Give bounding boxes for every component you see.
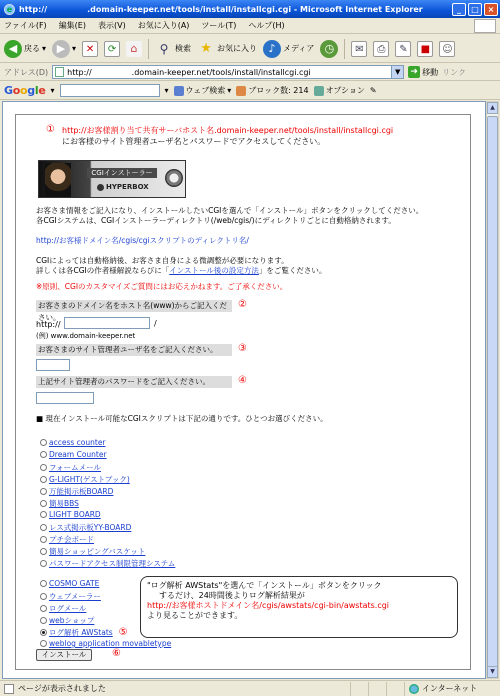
radio-icon[interactable] xyxy=(40,640,47,647)
radio-icon[interactable] xyxy=(40,488,47,495)
password-input[interactable] xyxy=(36,392,94,404)
radio-icon[interactable] xyxy=(40,464,47,471)
script-selection-note: ■ 現在インストール可能なCGIスクリプトは下記の通りです。ひとつお選びください。 xyxy=(36,414,328,423)
install-button[interactable]: インストール xyxy=(36,649,92,661)
banner-title: CGIインストーラー xyxy=(87,168,157,178)
back-button[interactable] xyxy=(4,40,46,58)
intro-line-2: 各CGIシステムは、CGIインストーラーディレクトリ(/web/cgis/)にディレクトリごとに自動格納されます。 xyxy=(36,216,396,225)
google-logo-letter: g xyxy=(27,84,35,97)
status-cell xyxy=(386,682,404,696)
security-zone xyxy=(404,682,500,696)
web-search-icon xyxy=(174,86,184,96)
media-label: メディア xyxy=(283,44,315,53)
callout-line-2: するだけ、24時間後よりログ解析結果が xyxy=(159,591,305,600)
domain-example: (例) www.domain-keeper.net xyxy=(36,332,136,340)
radio-icon[interactable] xyxy=(40,580,47,587)
scroll-up-icon[interactable]: ▲ xyxy=(487,102,498,114)
search-button[interactable] xyxy=(155,40,191,58)
zone-label: インターネット xyxy=(422,684,478,693)
vertical-scrollbar[interactable] xyxy=(486,101,499,679)
script-option[interactable] xyxy=(40,534,94,545)
script-link[interactable]: weblog application movabletype xyxy=(49,639,172,648)
media-icon: ♪ xyxy=(263,40,281,58)
links-button[interactable]: リンク xyxy=(442,67,467,77)
username-question: お客さまのサイト管理者ユーザ名をご記入ください。 xyxy=(36,344,232,356)
popup-blocker-button[interactable] xyxy=(236,85,308,96)
web-search-button[interactable] xyxy=(174,85,232,96)
window-title: http:// .domain-keeper.net/tools/install/installcgi.cgi - Microsoft Internet Explorer xyxy=(19,4,423,14)
radio-icon[interactable] xyxy=(40,524,47,531)
options-label: オプション xyxy=(325,86,365,95)
radio-icon[interactable] xyxy=(40,500,47,507)
step-number-5: ⑤ xyxy=(118,627,128,638)
http-prefix: http:// xyxy=(36,320,61,329)
address-url: http:// .domain-keeper.net/tools/install/installcgi.cgi xyxy=(67,67,311,77)
script-option[interactable] xyxy=(40,546,145,557)
google-logo[interactable] xyxy=(4,84,46,97)
step-number-2: ② xyxy=(238,299,247,310)
chevron-down-icon[interactable]: ▾ xyxy=(72,44,77,53)
script-option[interactable] xyxy=(40,462,101,473)
page-icon xyxy=(55,67,64,77)
menu-tools[interactable]: ツール(T) xyxy=(201,21,237,30)
popup-blocker-icon xyxy=(236,86,246,96)
scroll-down-icon[interactable]: ▼ xyxy=(487,666,498,678)
script-link[interactable]: フォームメール xyxy=(49,463,101,472)
web-search-label: ウェブ検索 xyxy=(185,86,226,95)
radio-icon[interactable] xyxy=(40,560,47,567)
toolbar-separator xyxy=(344,39,345,59)
scroll-thumb[interactable] xyxy=(487,116,498,676)
back-arrow-icon: ◀ xyxy=(4,40,22,58)
minimize-button[interactable]: _ xyxy=(452,3,466,16)
chevron-down-icon[interactable]: ▾ xyxy=(50,86,55,95)
script-option[interactable] xyxy=(40,558,175,569)
password-question: 上記サイト管理者のパスワードをご記入ください。 xyxy=(36,376,232,388)
chevron-down-icon[interactable]: ▼ xyxy=(391,66,403,78)
home-icon[interactable]: ⌂ xyxy=(126,41,142,57)
search-icon: ⚲ xyxy=(159,41,169,56)
back-label: 戻る xyxy=(24,44,40,53)
status-cell xyxy=(350,682,368,696)
hyperbox-logo xyxy=(97,183,149,191)
radio-icon[interactable] xyxy=(40,476,47,483)
access-instruction: にお客様のサイト管理者ユーザ名とパスワードでアクセスしてください。 xyxy=(62,137,326,146)
radio-icon[interactable] xyxy=(40,617,47,624)
edit-icon[interactable]: ✎ xyxy=(395,41,411,57)
script-option[interactable] xyxy=(40,603,86,614)
step-number-4: ④ xyxy=(238,375,247,386)
google-logo-letter: e xyxy=(38,84,46,97)
page-done-icon xyxy=(4,684,14,694)
print-icon[interactable]: ⎙ xyxy=(373,41,389,57)
chevron-down-icon[interactable]: ▾ xyxy=(42,44,47,53)
radio-selected-icon[interactable] xyxy=(40,629,47,636)
script-link[interactable]: プチ会ボード xyxy=(49,535,94,544)
status-text: ページが表示されました xyxy=(18,684,106,693)
star-icon: ★ xyxy=(200,40,212,56)
script-option[interactable] xyxy=(40,510,101,519)
script-link[interactable]: ログ解析 AWStats xyxy=(49,628,113,637)
google-logo-letter: G xyxy=(4,84,13,97)
page-viewport xyxy=(2,101,486,679)
script-option[interactable] xyxy=(40,498,79,509)
radio-icon[interactable] xyxy=(40,593,47,600)
status-cell xyxy=(368,682,386,696)
radio-icon[interactable] xyxy=(40,451,47,458)
menu-help[interactable]: ヘルプ(H) xyxy=(248,21,285,30)
script-link[interactable]: webショップ xyxy=(49,616,95,625)
radio-icon[interactable] xyxy=(40,439,47,446)
step-number-1: ① xyxy=(46,124,55,135)
close-button[interactable]: × xyxy=(484,3,498,16)
cgi-installer-banner xyxy=(38,160,186,198)
script-link[interactable]: Dream Counter xyxy=(49,450,107,459)
menu-file[interactable]: ファイル(F) xyxy=(4,21,47,30)
script-link[interactable]: ウェブメーラー xyxy=(49,592,101,601)
script-link[interactable]: ログメール xyxy=(49,604,87,613)
script-link[interactable]: LIGHT BOARD xyxy=(49,510,101,519)
domain-question: お客さまのドメイン名をホスト名(www)からご記入ください。 xyxy=(36,300,232,312)
status-bar xyxy=(0,680,500,696)
script-link[interactable]: 簡易BBS xyxy=(49,499,79,508)
forward-button[interactable] xyxy=(52,40,76,58)
script-option[interactable] xyxy=(40,474,130,485)
favorites-label: お気に入り xyxy=(217,44,258,53)
address-bar xyxy=(0,64,500,81)
address-input[interactable] xyxy=(52,65,404,79)
menu-bar xyxy=(0,18,500,34)
adjust-note-1: CGIによっては自動格納後、お客さま自身による微調整が必要になります。 xyxy=(36,256,289,265)
history-icon[interactable]: ◷ xyxy=(320,40,338,58)
script-link[interactable]: G-LIGHT(ゲストブック) xyxy=(49,475,130,484)
script-option[interactable] xyxy=(40,438,106,447)
windows-logo-icon xyxy=(474,19,496,33)
banner-disc-icon xyxy=(165,169,183,187)
options-button[interactable] xyxy=(314,85,365,96)
chevron-down-icon[interactable]: ▾ xyxy=(164,86,169,95)
address-label: アドレス(D) xyxy=(4,67,49,77)
media-button[interactable] xyxy=(263,40,314,58)
access-url-text: http://お客様割り当て共有サーバホスト名.domain-keeper.net/tools/install/installcgi.cgi xyxy=(62,126,394,135)
hyperbox-logo-icon xyxy=(97,184,104,191)
options-icon xyxy=(314,86,324,96)
radio-icon[interactable] xyxy=(40,536,47,543)
go-label: 移動 xyxy=(422,67,439,77)
step-number-3: ③ xyxy=(238,343,247,354)
awstats-url: http://お客様ホストドメイン名/cgis/awstats/cgi-bin/awstats.cgi xyxy=(147,601,390,610)
maximize-button[interactable]: □ xyxy=(468,3,482,16)
callout-line-4: より見ることができます。 xyxy=(147,611,243,620)
radio-icon[interactable] xyxy=(40,605,47,612)
google-toolbar xyxy=(0,82,500,100)
stop-icon[interactable]: ✕ xyxy=(82,41,98,57)
google-logo-letter: l xyxy=(34,84,39,97)
go-button[interactable] xyxy=(408,66,438,78)
toolbar xyxy=(0,35,500,63)
popup-block-count: ブロック数: 214 xyxy=(248,86,309,95)
menu-favorites[interactable]: お気に入り(A) xyxy=(137,21,190,30)
menu-view[interactable]: 表示(V) xyxy=(97,21,126,30)
script-link[interactable]: 万能掲示板BOARD xyxy=(49,487,114,496)
setup-guide-link[interactable]: インストール後の設定方法 xyxy=(169,266,259,275)
script-option[interactable] xyxy=(40,450,107,459)
script-link[interactable]: レス式掲示板YY-BOARD xyxy=(49,523,132,532)
pencil-icon[interactable]: ✎ xyxy=(369,86,377,95)
banner-photo xyxy=(45,163,71,197)
domain-input[interactable] xyxy=(64,317,150,329)
cgi-directory-path: http://お客様ドメイン名/cgis/cgiスクリプトのディレクトリ名/ xyxy=(36,236,249,245)
script-option[interactable] xyxy=(40,579,99,588)
forward-arrow-icon: ▶ xyxy=(52,40,70,58)
callout-line-1: "ログ解析 AWStats"を選んで「インストール」ボタンをクリック xyxy=(147,581,382,590)
script-link[interactable]: 簡易ショッピングバスケット xyxy=(49,547,146,556)
script-link[interactable]: COSMO GATE xyxy=(49,579,100,588)
script-option[interactable] xyxy=(40,591,101,602)
title-bar xyxy=(0,0,500,18)
ie-logo-icon: e xyxy=(4,4,15,15)
adjust-note-2 xyxy=(36,265,326,276)
script-option-selected[interactable] xyxy=(40,627,128,638)
page-content xyxy=(15,114,471,670)
script-option[interactable] xyxy=(40,486,113,497)
step-number-6: ⑥ xyxy=(112,648,121,659)
username-input[interactable] xyxy=(36,359,70,371)
google-logo-letter: o xyxy=(12,84,20,97)
radio-icon[interactable] xyxy=(40,548,47,555)
google-logo-letter: o xyxy=(20,84,28,97)
favorites-button[interactable] xyxy=(197,40,257,58)
script-link[interactable]: パスワードアクセス制限管理システム xyxy=(49,559,176,568)
stop-sign-icon[interactable]: ■ xyxy=(417,41,433,57)
intro-line-1: お客さま情報をご記入になり、インストールしたいCGIを選んで「インストール」ボタンをクリックしてください。 xyxy=(36,206,424,215)
radio-icon[interactable] xyxy=(40,511,47,518)
go-arrow-icon: ➜ xyxy=(408,66,420,78)
script-option[interactable] xyxy=(40,522,131,533)
script-option[interactable] xyxy=(40,615,94,626)
script-link[interactable]: access counter xyxy=(49,438,106,447)
messenger-icon[interactable]: ☺ xyxy=(439,41,455,57)
google-search-input[interactable] xyxy=(60,84,160,97)
customization-warning: ※原則、CGIのカスタマイズご質問にはお応えかねます。ご了承ください。 xyxy=(36,282,288,291)
adjust-note-prefix: 詳しくは各CGIの作者様解説ならびに「 xyxy=(36,266,170,275)
script-option[interactable] xyxy=(40,639,171,648)
globe-icon xyxy=(409,684,419,694)
search-label: 検索 xyxy=(175,44,192,53)
awstats-callout xyxy=(140,576,458,638)
chevron-down-icon[interactable]: ▾ xyxy=(227,86,232,95)
refresh-icon[interactable]: ⟳ xyxy=(104,41,120,57)
domain-slash: / xyxy=(154,319,157,328)
hyperbox-brand: HYPERBOX xyxy=(106,183,149,191)
toolbar-separator xyxy=(148,39,149,59)
menu-edit[interactable]: 編集(E) xyxy=(58,21,86,30)
mail-icon[interactable]: ✉ xyxy=(351,41,367,57)
adjust-note-suffix: 」をご覧ください。 xyxy=(258,266,327,275)
